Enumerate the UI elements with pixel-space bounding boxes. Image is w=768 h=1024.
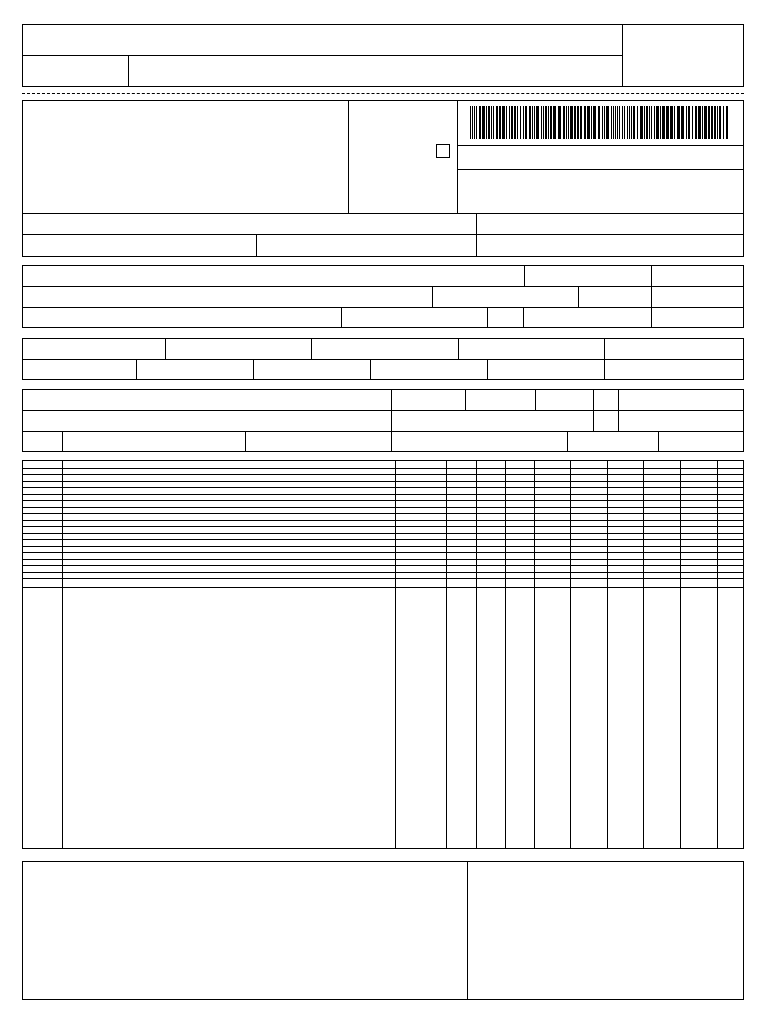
tax-divider-r2d: [487, 359, 488, 380]
items-row-divider: [22, 533, 744, 534]
barcode-bar: [486, 106, 487, 139]
barcode-bar: [726, 106, 728, 139]
items-column-divider: [643, 460, 644, 849]
barcode: [470, 106, 730, 139]
barcode-bar: [604, 106, 605, 139]
barcode-bar: [717, 106, 718, 139]
barcode-bar: [482, 106, 485, 139]
barcode-bar: [563, 106, 565, 139]
barcode-bar: [479, 106, 481, 139]
barcode-bar: [520, 106, 521, 139]
entry-exit-checkbox[interactable]: [436, 144, 450, 158]
barcode-bar: [624, 106, 625, 139]
barcode-bar: [534, 106, 535, 139]
transport-frame: [22, 389, 744, 452]
barcode-bar: [629, 106, 630, 139]
barcode-bar: [633, 106, 635, 139]
barcode-bar: [568, 106, 569, 139]
barcode-bar: [476, 106, 477, 139]
tax-divider-r1a: [165, 338, 166, 359]
barcode-bar: [674, 106, 675, 139]
barcode-bar: [543, 106, 544, 139]
transport-divider-r1a: [465, 389, 466, 410]
items-row-divider: [22, 500, 744, 501]
barcode-bar: [491, 106, 492, 139]
barcode-bar: [606, 106, 609, 139]
items-column-divider: [446, 460, 447, 849]
transport-divider-r3d: [658, 431, 659, 452]
items-column-divider: [505, 460, 506, 849]
items-row-divider: [22, 494, 744, 495]
barcode-bar: [656, 106, 659, 139]
receipt-cell-divider: [128, 55, 129, 87]
barcode-bar: [637, 106, 638, 139]
barcode-bar: [598, 106, 600, 139]
barcode-bar: [615, 106, 616, 139]
tax-divider-r2b: [253, 359, 254, 380]
issuer-row-divider-2: [22, 234, 744, 235]
items-frame: [22, 460, 744, 849]
items-row-divider: [22, 487, 744, 488]
items-column-divider: [570, 460, 571, 849]
items-column-divider: [395, 460, 396, 849]
items-row-divider: [22, 539, 744, 540]
transport-divider-r1d: [618, 389, 619, 431]
barcode-bar: [714, 106, 716, 139]
issuer-divider-2: [457, 100, 458, 214]
barcode-bar: [677, 106, 680, 139]
barcode-bar: [619, 106, 620, 139]
barcode-bar: [517, 106, 518, 139]
recipient-divider-r3c: [523, 307, 524, 328]
barcode-bar: [591, 106, 592, 139]
tax-divider-r1c: [458, 338, 459, 359]
transport-divider-r3c: [567, 431, 568, 452]
barcode-bar: [640, 106, 643, 139]
barcode-bar: [719, 106, 721, 139]
barcode-bar: [566, 106, 567, 139]
items-row-divider: [22, 578, 744, 579]
barcode-bar: [711, 106, 713, 139]
barcode-bar: [646, 106, 648, 139]
items-column-divider: [534, 460, 535, 849]
issuer-cell-divider-2: [256, 234, 257, 257]
receipt-row-divider: [22, 55, 622, 56]
issuer-row-divider-1: [22, 213, 744, 214]
receipt-divider: [622, 24, 623, 87]
barcode-bar: [529, 106, 531, 139]
barcode-bar: [651, 106, 652, 139]
items-row-divider: [22, 474, 744, 475]
barcode-bar: [570, 106, 573, 139]
barcode-bar: [545, 106, 547, 139]
barcode-bar: [502, 106, 505, 139]
barcode-bar: [695, 106, 697, 139]
recipient-divider-r2a: [432, 286, 433, 307]
barcode-bar: [704, 106, 707, 139]
recipient-divider-r3a: [341, 307, 342, 328]
recipient-frame: [22, 265, 744, 328]
items-column-divider: [607, 460, 608, 849]
barcode-bar: [644, 106, 645, 139]
recipient-row-divider-1: [22, 286, 744, 287]
barcode-bar: [617, 106, 618, 139]
barcode-bar: [577, 106, 579, 139]
items-row-divider: [22, 587, 744, 588]
barcode-bar: [472, 106, 473, 139]
barcode-bar: [541, 106, 542, 139]
recipient-divider-right: [651, 265, 652, 328]
barcode-bar: [493, 106, 494, 139]
additional-info-frame: [22, 861, 744, 1000]
tax-row-divider: [22, 359, 744, 360]
barcode-bar: [587, 106, 590, 139]
barcode-bar: [688, 106, 690, 139]
barcode-bar: [611, 106, 612, 139]
barcode-bar: [613, 106, 614, 139]
items-row-divider: [22, 559, 744, 560]
barcode-row-divider-2: [457, 169, 744, 170]
tax-divider-right: [604, 338, 605, 380]
barcode-bar: [550, 106, 552, 139]
barcode-bar: [525, 106, 527, 139]
tax-divider-r1b: [311, 338, 312, 359]
barcode-bar: [488, 106, 490, 139]
transport-row-divider-2: [22, 431, 744, 432]
barcode-bar: [702, 106, 703, 139]
barcode-bar: [662, 106, 665, 139]
items-row-divider: [22, 507, 744, 508]
barcode-bar: [514, 106, 516, 139]
items-row-divider: [22, 481, 744, 482]
transport-divider-r3a: [62, 431, 63, 452]
transport-divider-main: [391, 389, 392, 452]
barcode-bar: [670, 106, 673, 139]
items-row-divider: [22, 565, 744, 566]
barcode-bar: [602, 106, 603, 139]
barcode-bar: [553, 106, 556, 139]
barcode-bar: [509, 106, 510, 139]
barcode-bar: [470, 106, 471, 139]
issuer-divider-1: [348, 100, 349, 214]
barcode-bar: [474, 106, 475, 139]
barcode-bar: [660, 106, 661, 139]
additional-info-divider: [467, 861, 468, 1000]
barcode-bar: [499, 106, 501, 139]
transport-divider-r1c: [593, 389, 594, 431]
barcode-bar: [574, 106, 576, 139]
items-column-divider: [476, 460, 477, 849]
issuer-cell-divider-1: [476, 213, 477, 257]
barcode-bar: [708, 106, 710, 139]
items-row-divider: [22, 552, 744, 553]
items-row-divider: [22, 468, 744, 469]
barcode-bar: [666, 106, 669, 139]
items-row-divider: [22, 572, 744, 573]
barcode-bar: [692, 106, 693, 139]
cut-line: [22, 93, 744, 94]
transport-divider-r1b: [535, 389, 536, 410]
barcode-bar: [631, 106, 632, 139]
barcode-bar: [580, 106, 582, 139]
barcode-bar: [506, 106, 507, 139]
items-row-divider: [22, 526, 744, 527]
barcode-bar: [536, 106, 539, 139]
barcode-bar: [511, 106, 513, 139]
barcode-bar: [723, 106, 724, 139]
barcode-bar: [622, 106, 623, 139]
barcode-bar: [698, 106, 701, 139]
tax-divider-r2c: [370, 359, 371, 380]
items-column-divider: [680, 460, 681, 849]
barcode-row-divider-1: [457, 145, 744, 146]
barcode-bar: [654, 106, 655, 139]
barcode-bar: [584, 106, 586, 139]
recipient-divider-r2b: [578, 286, 579, 307]
barcode-bar: [686, 106, 687, 139]
recipient-divider-r1a: [524, 265, 525, 286]
tax-divider-r2a: [136, 359, 137, 380]
barcode-bar: [532, 106, 533, 139]
recipient-divider-r3b: [487, 307, 488, 328]
barcode-bar: [627, 106, 628, 139]
barcode-bar: [496, 106, 498, 139]
items-column-divider: [62, 460, 63, 849]
barcode-bar: [649, 106, 650, 139]
items-row-divider: [22, 513, 744, 514]
barcode-bar: [593, 106, 596, 139]
barcode-bar: [558, 106, 561, 139]
items-column-divider: [717, 460, 718, 849]
items-row-divider: [22, 546, 744, 547]
barcode-bar: [548, 106, 549, 139]
transport-row-divider-1: [22, 410, 744, 411]
recipient-row-divider-2: [22, 307, 744, 308]
barcode-bar: [523, 106, 524, 139]
transport-divider-r3b: [245, 431, 246, 452]
items-row-divider: [22, 520, 744, 521]
barcode-bar: [681, 106, 684, 139]
